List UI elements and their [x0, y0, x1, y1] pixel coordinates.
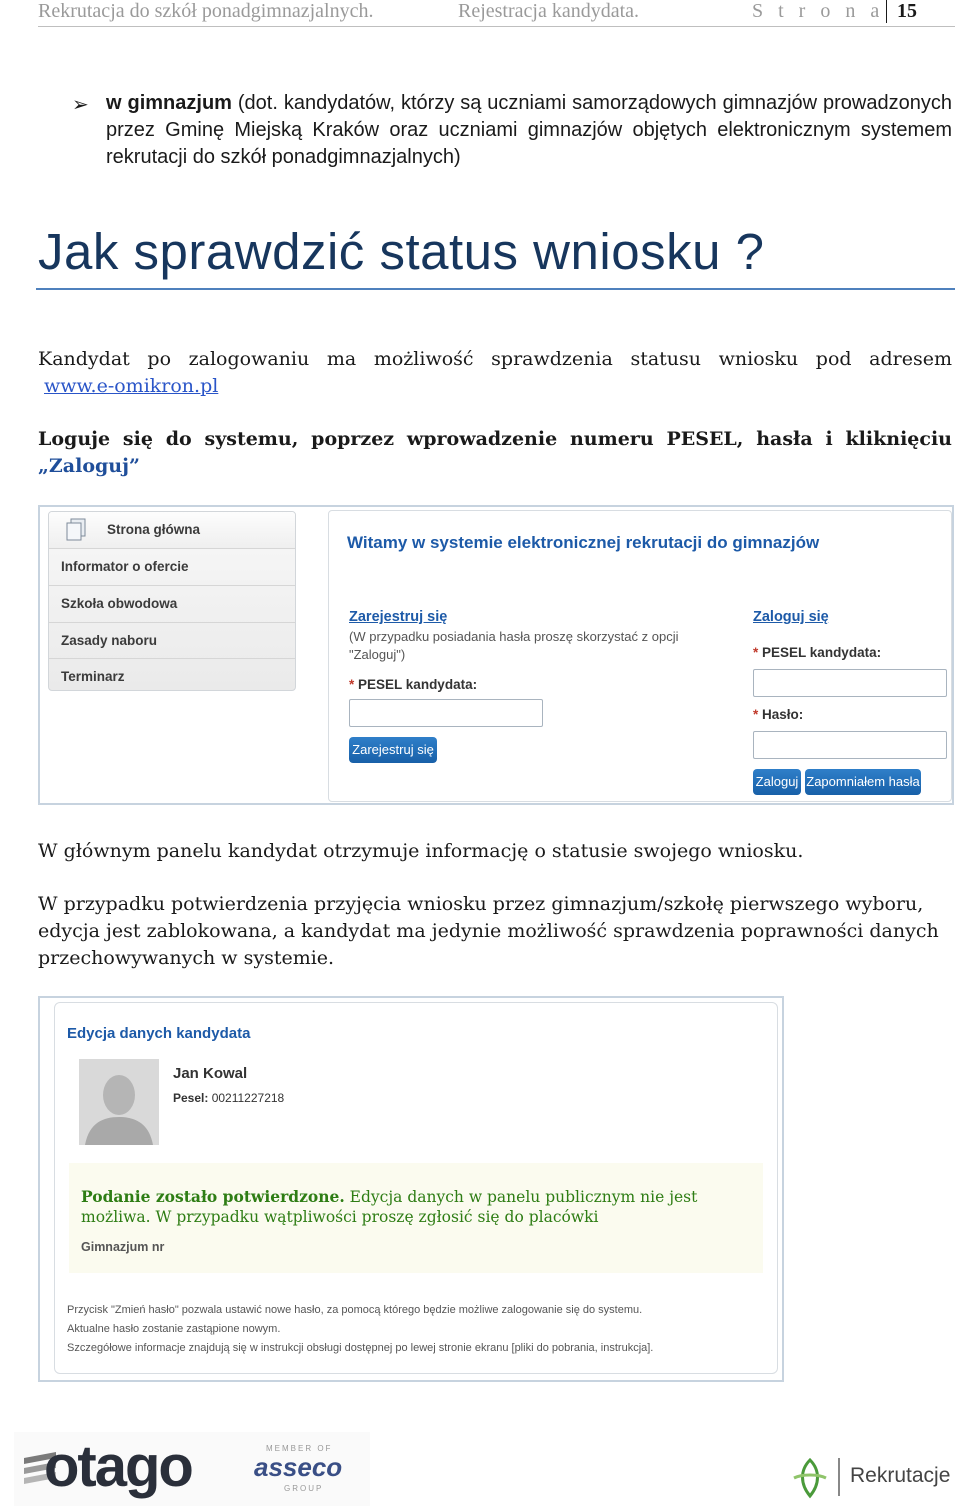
zaloguj-quote: „Zaloguj”	[38, 455, 140, 477]
bullet-text: (dot. kandydatów, którzy są uczniami samorządowych gimnazjów prowadzonych przez Gminę Miejską Kraków oraz uczniami gimnazjów objętych elektronicznym systemem rekrutacji do szkół ponadgimnazjalnych)	[106, 92, 952, 168]
header-title: Rekrutacja do szkół ponadgimnazjalnych.	[38, 0, 374, 22]
para-confirmation: W przypadku potwierdzenia przyjęcia wniosku przez gimnazjum/szkołę pierwszego wyboru, edycja jest zablokowana, a kandydat ma jedynie możliwość sprawdzenia poprawności danych przechowywanych w systemie.	[38, 893, 939, 969]
page-label: S t r o n a	[752, 0, 885, 22]
otago-logo: otago	[44, 1434, 192, 1499]
password-label: * Hasło:	[753, 707, 804, 722]
footer-logos	[14, 1432, 370, 1506]
register-title: Zarejestruj się	[349, 609, 448, 625]
login-title: Zaloguj się	[753, 609, 829, 625]
menu-item-schedule[interactable]: Terminarz	[49, 658, 295, 691]
section-heading: Jak sprawdzić status wniosku ?	[38, 223, 765, 280]
welcome-title: Witamy w systemie elektronicznej rekrutacji do gimnazjów	[347, 533, 820, 552]
page-header	[38, 0, 955, 27]
login-button[interactable]: Zaloguj	[753, 769, 801, 795]
asseco-logo: asseco	[254, 1452, 343, 1482]
page-number: 15	[886, 0, 917, 23]
arrow-bullet-icon: ➢	[72, 92, 89, 116]
notice-text: Edycja danych w panelu publicznym nie jest możliwa. W przypadku wątpliwości proszę zgłosić się do placówki	[81, 1188, 698, 1226]
register-button[interactable]: Zarejestruj się	[349, 737, 437, 763]
edit-title: Edycja danych kandydata	[67, 1025, 251, 1042]
bullet-paragraph	[106, 90, 952, 171]
edit-screenshot	[38, 996, 784, 1382]
register-note-1: (W przypadku posiadania hasła proszę skorzystać z opcji	[349, 629, 679, 644]
menu-item-rules[interactable]: Zasady naboru	[49, 622, 295, 659]
heading-rule	[36, 288, 955, 290]
header-subtitle: Rejestracja kandydata.	[458, 0, 640, 22]
document-icon	[65, 518, 87, 542]
menu-item-offer[interactable]: Informator o ofercie	[49, 548, 295, 585]
menu-item-home[interactable]: Strona główna	[49, 512, 295, 548]
asseco-group: GROUP	[284, 1484, 324, 1493]
notice-bold: Podanie zostało potwierdzone.	[81, 1187, 345, 1206]
site-link[interactable]: www.e-omikron.pl	[44, 375, 219, 397]
menu-item-district-school[interactable]: Szkoła obwodowa	[49, 585, 295, 622]
login-pesel-label: * PESEL kandydata:	[753, 645, 882, 660]
password-input[interactable]	[753, 731, 947, 759]
register-note-2: "Zaloguj")	[349, 647, 406, 662]
rekrutacje-logo-text: Rekrutacje	[850, 1464, 951, 1487]
login-panel	[328, 510, 952, 802]
bullet-strong: w gimnazjum	[106, 92, 232, 114]
info-line-2: Aktualne hasło zostanie zastąpione nowym.	[67, 1323, 281, 1335]
status-notice	[69, 1163, 763, 1273]
login-pesel-input[interactable]	[753, 669, 947, 697]
info-line-1: Przycisk "Zmień hasło" pozwala ustawić nowe hasło, za pomocą którego będzie możliwe zalogowanie się do systemu.	[67, 1304, 643, 1316]
info-line-3: Szczegółowe informacje znajdują się w instrukcji obsługi dostępnej po lewej stronie ekranu [pliki do pobrania, instrukcja].	[67, 1342, 654, 1354]
candidate-name: Jan Kowal	[173, 1065, 248, 1082]
side-menu	[48, 511, 296, 691]
rekrutacje-leaf-icon	[790, 1456, 830, 1500]
user-silhouette-icon	[79, 1059, 159, 1145]
para-main-panel: W głównym panelu kandydat otrzymuje informację o statusie swojego wniosku.	[38, 840, 804, 862]
login-screenshot	[38, 505, 954, 805]
candidate-pesel: Pesel: 00211227218	[173, 1091, 285, 1105]
notice-school: Gimnazjum nr	[81, 1240, 165, 1254]
para-status-text: Kandydat po zalogowaniu ma możliwość sprawdzenia statusu wniosku pod adresem	[38, 348, 952, 370]
edit-panel	[54, 1002, 778, 1374]
register-pesel-label: * PESEL kandydata:	[349, 677, 478, 692]
forgot-password-button[interactable]: Zapomniałem hasła	[805, 769, 921, 795]
footer-divider	[838, 1458, 840, 1496]
register-pesel-input[interactable]	[349, 699, 543, 727]
info-block	[67, 1301, 757, 1358]
para-login-text: Loguje się do systemu, poprzez wprowadzenie numeru PESEL, hasła i kliknięciu	[38, 428, 952, 450]
avatar	[79, 1059, 159, 1145]
asseco-member: MEMBER OF	[266, 1444, 333, 1453]
